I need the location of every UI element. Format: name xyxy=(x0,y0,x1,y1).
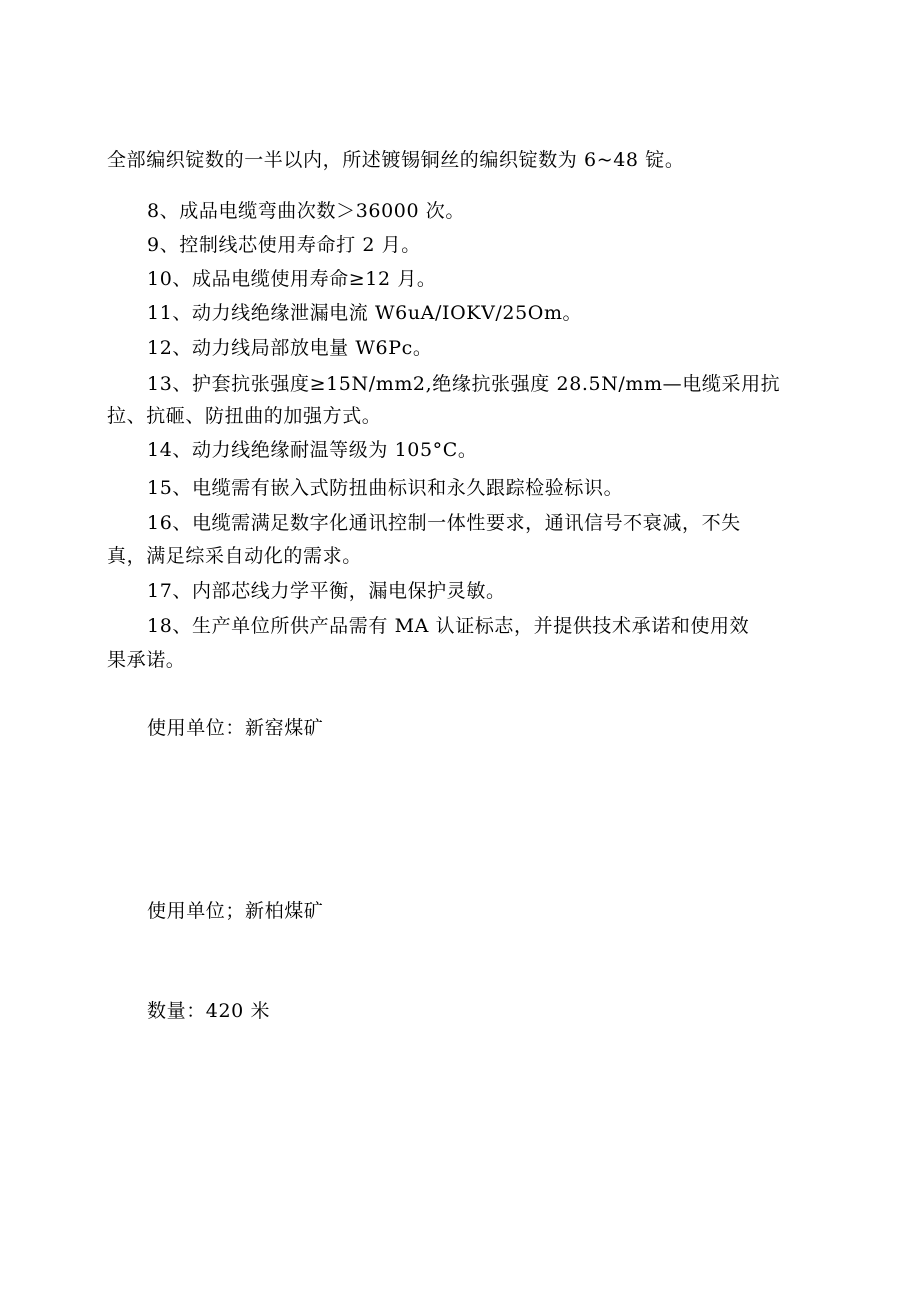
quantity-line: 数量：420 米 xyxy=(147,1000,271,1022)
paragraph-line: 10、成品电缆使用寿命≥12 月。 xyxy=(147,268,437,290)
paragraph-line: 全部编织锭数的一半以内，所述镀锡铜丝的编织锭数为 6~48 锭。 xyxy=(107,149,685,171)
paragraph-line: 18、生产单位所供产品需有 MA 认证标志，并提供技术承诺和使用效 xyxy=(147,615,750,637)
paragraph-line: 15、电缆需有嵌入式防扭曲标识和永久跟踪检验标识。 xyxy=(147,477,624,499)
paragraph-line: 果承诺。 xyxy=(107,649,186,671)
paragraph-line: 拉、抗砸、防扭曲的加强方式。 xyxy=(107,405,382,427)
paragraph-line: 9、控制线芯使用寿命打 2 月。 xyxy=(147,234,421,256)
paragraph-line: 14、动力线绝缘耐温等级为 105°C。 xyxy=(147,439,478,461)
paragraph-line: 13、护套抗张强度≥15N∕mm2,绝缘抗张强度 28.5N/mm—电缆采用抗 xyxy=(147,373,781,395)
paragraph-line: 16、电缆需满足数字化通讯控制一体性要求，通讯信号不衰减，不失 xyxy=(147,512,741,534)
paragraph-line: 真，满足综采自动化的需求。 xyxy=(107,545,362,567)
paragraph-line: 8、成品电缆弯曲次数＞36000 次。 xyxy=(147,200,465,222)
paragraph-line: 12、动力线局部放电量 W6Pc。 xyxy=(147,337,433,359)
paragraph-line: 11、动力线绝缘泄漏电流 W6uA∕IOKV/25Om。 xyxy=(147,302,583,324)
unit-line-1: 使用单位：新窑煤矿 xyxy=(147,717,324,739)
paragraph-line: 17、内部芯线力学平衡，漏电保护灵敏。 xyxy=(147,580,506,602)
unit-line-2: 使用单位；新柏煤矿 xyxy=(147,900,324,922)
